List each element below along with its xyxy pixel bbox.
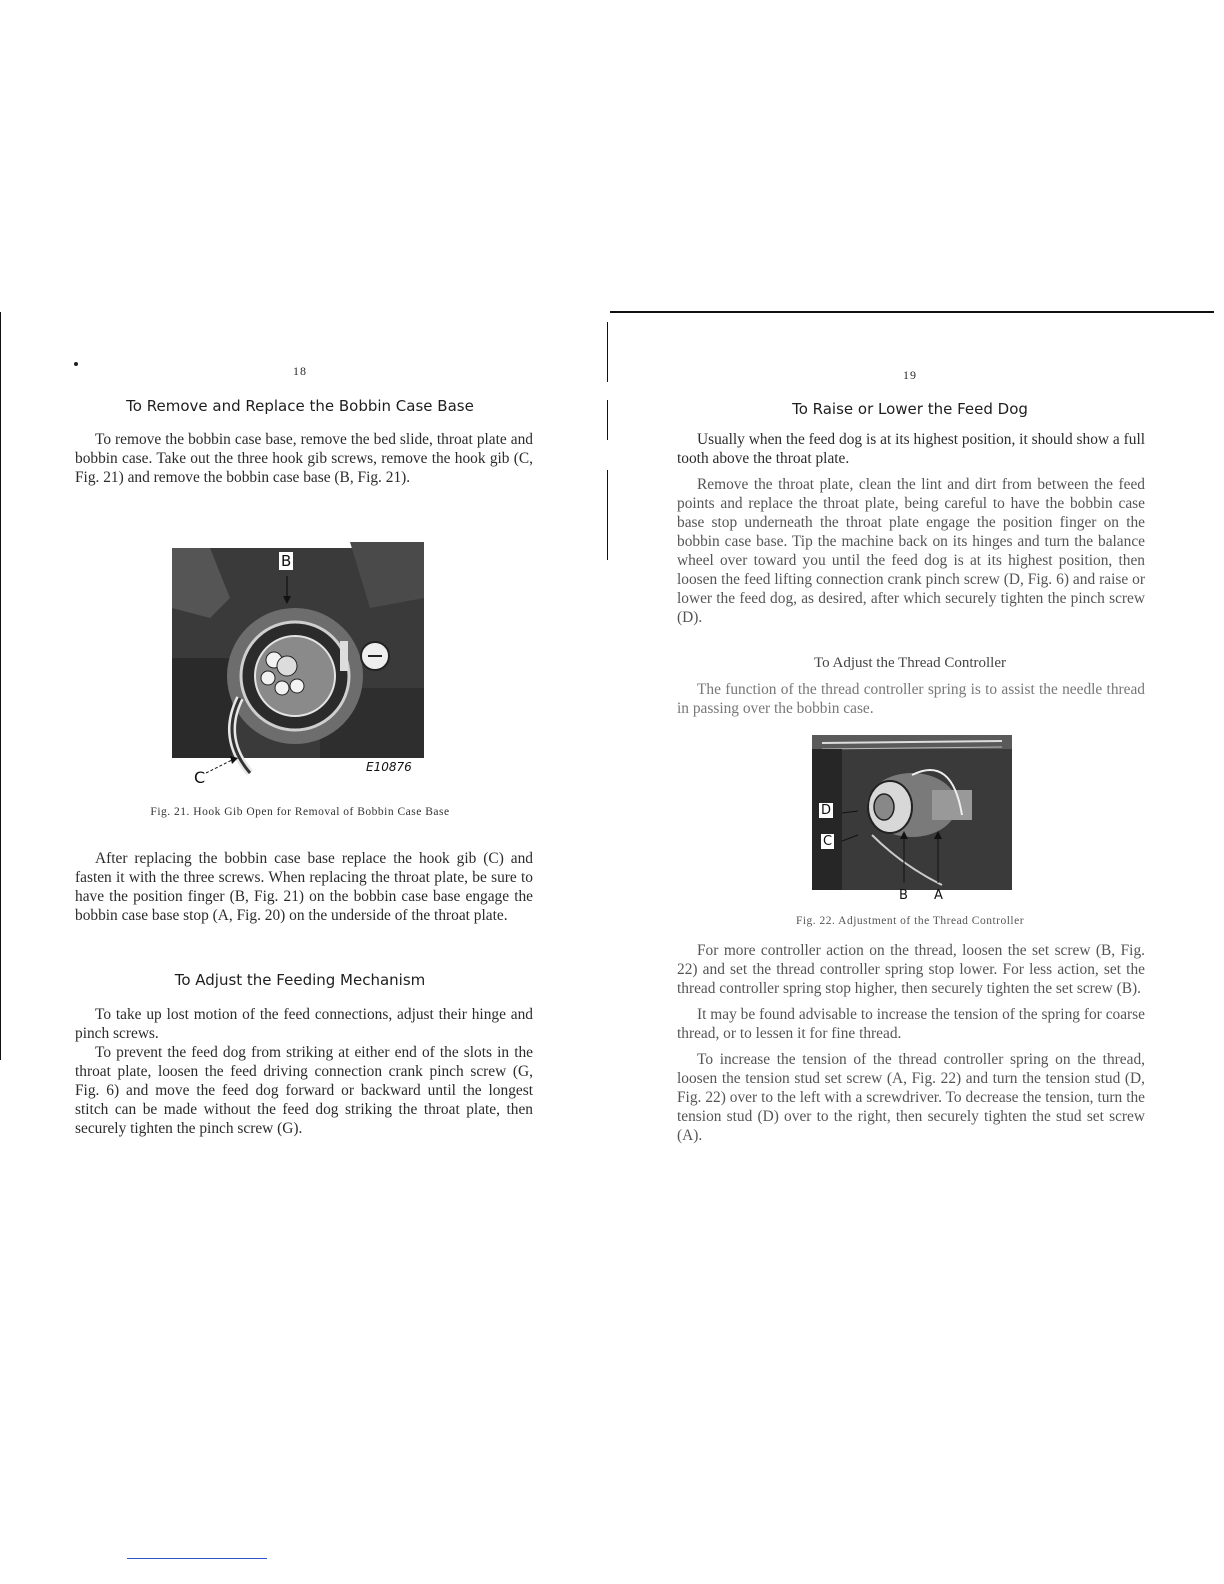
right-para-1: Usually when the feed dog is at its highest position, it should show a full tooth above the throat plate. (677, 431, 1145, 467)
blue-link-line (127, 1558, 267, 1559)
fig22-label-b: B (899, 888, 908, 903)
fig21-label-b: B (281, 552, 292, 570)
gutter-rule-3 (607, 470, 608, 560)
right-page-number: 19 (903, 368, 917, 382)
fig22-illustration (812, 735, 1012, 905)
left-heading-bobbin: To Remove and Replace the Bobbin Case Base (126, 397, 474, 415)
left-section-2 (75, 849, 533, 932)
right-section-3 (677, 941, 1145, 1152)
fig21-label-c: C (194, 768, 206, 787)
figure-21 (170, 538, 428, 790)
right-heading-feed-dog: To Raise or Lower the Feed Dog (792, 400, 1028, 418)
fig21-code: E10876 (366, 760, 412, 774)
left-section-1 (75, 430, 533, 494)
fig22-label-d: D (821, 803, 832, 818)
left-heading-feeding: To Adjust the Feeding Mechanism (174, 971, 426, 989)
left-edge-rule (0, 312, 1, 1060)
figure-22 (812, 735, 1012, 905)
left-section-3 (75, 1005, 533, 1145)
fig22-label-c: C (823, 834, 833, 849)
right-para-4: For more controller action on the thread, loosen the set screw (B, Fig. 22) and set the thread controller spring stop lower. For less action, set the thread controller spring stop higher, then securely tighten the set screw (B). (677, 942, 1145, 997)
left-para-1: To remove the bobbin case base, remove the bed slide, throat plate and bobbin case. Take out the three hook gib screws, remove the hook gib (C, Fig. 21) and remove the bobbin case base (B, Fig. 21). (75, 431, 533, 486)
right-para-6: To increase the tension of the thread controller spring on the thread, loosen the tension stud set screw (A, Fig. 22) and turn the tension stud (D, Fig. 22) over to the left with a screwdriver. To decrease the tension, turn the tension stud (D) over to the right, then securely tighten the stud set screw (A). (677, 1051, 1145, 1144)
gutter-rule (607, 322, 608, 382)
left-page-number: 18 (293, 364, 307, 378)
right-para-5: It may be found advisable to increase the tension of the spring for coarse thread, or to lessen it for fine thread. (677, 1006, 1145, 1042)
top-right-rule (610, 311, 1214, 313)
left-para-2: After replacing the bobbin case base replace the hook gib (C) and fasten it with the three screws. When replacing the throat plate, be sure to have the position finger (B, Fig. 21) on the bobbin case base engage the bobbin case base stop (A, Fig. 20) on the underside of the throat plate. (75, 850, 533, 924)
fig21-illustration (170, 538, 428, 790)
left-para-3: To take up lost motion of the feed connections, adjust their hinge and pinch screws. (75, 1006, 533, 1042)
right-heading-thread-controller: To Adjust the Thread Controller (814, 655, 1006, 671)
scan-dot (74, 362, 78, 366)
fig22-label-a: A (934, 888, 943, 903)
fig22-caption: Fig. 22. Adjustment of the Thread Controller (795, 915, 1025, 927)
fig21-caption: Fig. 21. Hook Gib Open for Removal of Bobbin Case Base (150, 806, 450, 818)
right-para-2: Remove the throat plate, clean the lint and dirt from between the feed points and replace the throat plate, being careful to have the bobbin case base stop underneath the throat plate engage the position finger on the bobbin case base. Tip the machine back on its hinges and turn the balance wheel over toward you until the feed dog is at its highest position, then loosen the feed lifting connection crank pinch screw (D, Fig. 6) and raise or lower the feed dog, as desired, after which securely tighten the pinch screw (D). (677, 476, 1145, 626)
right-section-2 (677, 680, 1145, 725)
right-para-3: The function of the thread controller spring is to assist the needle thread in passing over the bobbin case. (677, 681, 1145, 717)
left-para-4: To prevent the feed dog from striking at either end of the slots in the throat plate, loosen the feed driving connection crank pinch screw (G, Fig. 6) and move the feed dog forward or backward until the longest stitch can be made without the feed dog striking the throat plate, then securely tighten the pinch screw (G). (75, 1044, 533, 1137)
right-section-1 (677, 430, 1145, 634)
gutter-rule-2 (607, 400, 608, 440)
